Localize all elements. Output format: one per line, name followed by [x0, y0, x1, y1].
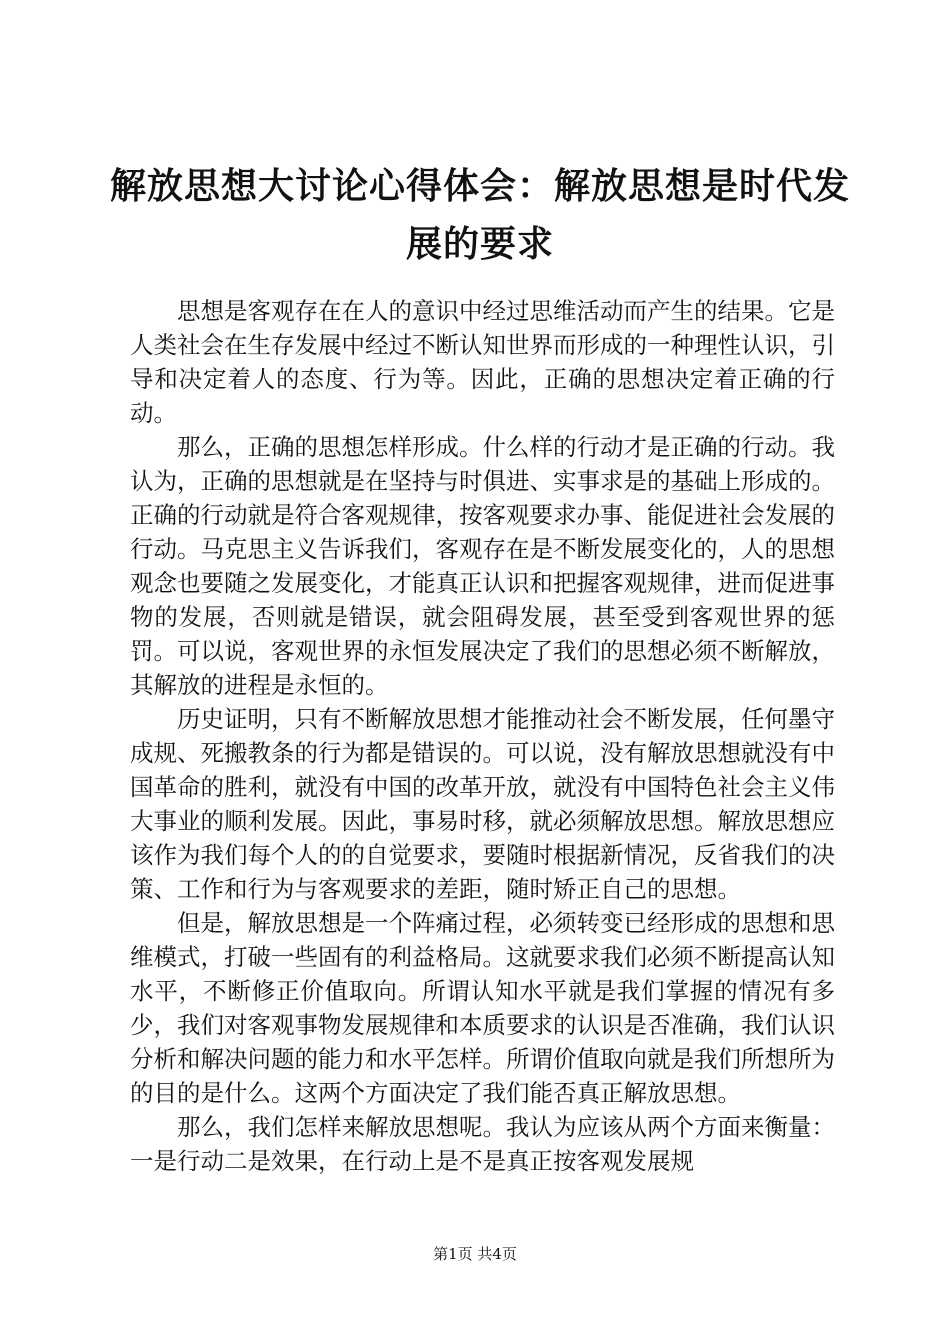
paragraph: 但是，解放思想是一个阵痛过程，必须转变已经形成的思想和思维模式，打破一些固有的利益格局。这就要求我们必须不断提高认知水平，不断修正价值取向。所谓认知水平就是我们掌握的情况有多少，我们对客观事物发展规律和本质要求的认识是否准确，我们认识分析和解决问题的能力和水平怎样。所谓价值取向就是我们所想所为的目的是什么。这两个方面决定了我们能否真正解放思想。 [130, 909, 835, 1107]
paragraph: 历史证明，只有不断解放思想才能推动社会不断发展，任何墨守成规、死搬教条的行为都是错误的。可以说，没有解放思想就没有中国革命的胜利，就没有中国的改革开放，就没有中国特色社会主义伟大事业的顺利发展。因此，事易时移，就必须解放思想。解放思想应该作为我们每个人的的自觉要求，要随时根据新情况，反省我们的决策、工作和行为与客观要求的差距，随时矫正自己的思想。 [130, 705, 835, 903]
document-title: 解放思想大讨论心得体会：解放思想是时代发展的要求 [110, 166, 851, 265]
paragraph: 思想是客观存在在人的意识中经过思维活动而产生的结果。它是人类社会在生存发展中经过不断认知世界而形成的一种理性认识，引导和决定着人的态度、行为等。因此，正确的思想决定着正确的行动。 [130, 297, 835, 427]
paragraph: 那么，我们怎样来解放思想呢。我认为应该从两个方面来衡量：一是行动二是效果，在行动上是不是真正按客观发展规 [130, 1113, 835, 1175]
paragraph: 那么，正确的思想怎样形成。什么样的行动才是正确的行动。我认为，正确的思想就是在坚持与时俱进、实事求是的基础上形成的。正确的行动就是符合客观规律，按客观要求办事、能促进社会发展的行动。马克思主义告诉我们，客观存在是不断发展变化的，人的思想观念也要随之发展变化，才能真正认识和把握客观规律，进而促进事物的发展，否则就是错误，就会阻碍发展，甚至受到客观世界的惩罚。可以说，客观世界的永恒发展决定了我们的思想必须不断解放，其解放的进程是永恒的。 [130, 433, 835, 699]
page-footer: 第1页 共4页 [433, 1245, 517, 1263]
document-body [130, 294, 835, 1178]
